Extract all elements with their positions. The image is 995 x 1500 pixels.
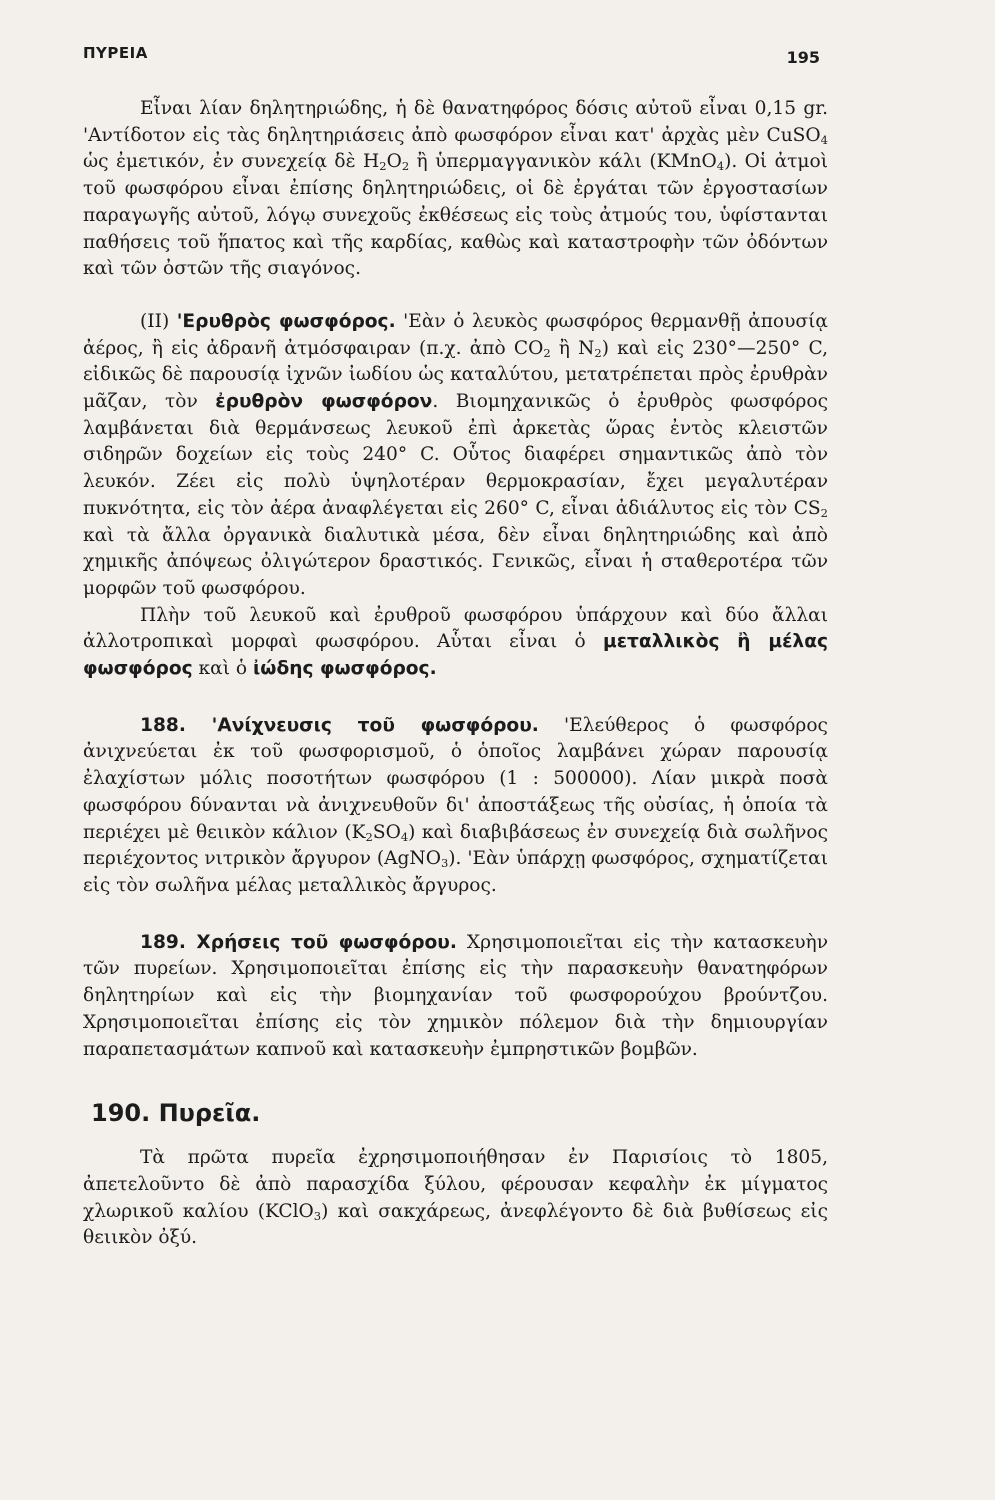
page-number: 195 (786, 48, 820, 67)
violet-phosphorus-term: ἰώδης φωσφόρος. (253, 658, 437, 680)
section-190-heading: 190. Πυρεῖα. (91, 1099, 261, 1128)
running-head: ΠΥΡΕΙΑ (83, 44, 148, 62)
page-body (83, 96, 828, 1252)
paragraph-red-phosphorus: (ΙΙ) 'Ερυθρὸς φωσφόρος. 'Εὰν ὁ λευκὸς φωσφόρος θερμανθῇ ἀπουσίᾳ ἀέρος, ἢ εἰς ἀδρανῆ ἀτμόσφαιραν (π.χ. ἀπὸ $CO_2$ ἢ $N_2$) καὶ εἰς 230°—250° C, εἰδικῶς δὲ παρουσίᾳ ἰχνῶν ἰωδίου ὡς καταλύτου, μετατρέπεται πρὸς ἐρυθρὰν μᾶζαν, τὸν ἐρυθρὸν φωσφόρον. Βιομηχανικῶς ὁ ἐρυθρὸς φωσφόρος λαμβάνεται διὰ θερμάνσεως λευκοῦ ἐπὶ ἀρκετὰς ὥρας ἐντὸς κλειστῶν σιδηρῶν δοχείων εἰς τοὺς 240° C. Οὗτος διαφέρει σημαντικῶς ἀπὸ τὸν λευκόν. Ζέει εἰς πολὺ ὑψηλοτέραν θερμοκρασίαν, ἔχει μεγαλυτέραν πυκνότητα, εἰς τὸν ἀέρα ἀναφλέγεται εἰς 260° C, εἶναι ἀδιάλυτος εἰς τὸν $CS_2$ καὶ τὰ ἄλλα ὀργανικὰ διαλυτικὰ μέσα, δὲν εἶναι δηλητηριώδης καὶ ἀπὸ χημικῆς ἀπόψεως ὀλιγώτερον δραστικός. Γενικῶς, εἶναι ἡ σταθεροτέρα τῶν μορφῶν τοῦ φωσφόρου. (83, 310, 828, 599)
section-189: 189. Χρήσεις τοῦ φωσφόρου. Χρησιμοποιεῖται εἰς τὴν κατασκευὴν τῶν πυρείων. Χρησιμοποιεῖται ἐπίσης εἰς τὴν παρασκευὴν θανατηφόρων δηλητηρίων καὶ εἰς τὴν βιομηχανίαν τοῦ φωσφορούχου βρούντζου. Χρησιμοποιεῖται ἐπίσης εἰς τὸν χημικὸν πόλεμον διὰ τὴν δημιουργίαν παραπετασμάτων καπνοῦ καὶ κατασκευὴν ἐμπρηστικῶν βομβῶν. (83, 931, 828, 1060)
section-190-paragraph: Τὰ πρῶτα πυρεῖα ἐχρησιμοποιήθησαν ἐν Παρισίοις τὸ 1805, ἀπετελοῦντο δὲ ἀπὸ παρασχίδα ξύλου, φέρουσαν κεφαλὴν ἐκ μίγματος χλωρικοῦ καλίου (KClO$_3$) καὶ σακχάρεως, ἀνεφλέγοντο δὲ διὰ βυθίσεως εἰς θειικὸν ὀξύ. (83, 1147, 828, 1249)
section-188: 188. 'Ανίχνευσις τοῦ φωσφόρου. 'Ελεύθερος ὁ φωσφόρος ἀνιχνεύεται ἐκ τοῦ φωσφορισμοῦ, ὁ ὁποῖος λαμβάνει χώραν παρουσίᾳ ἐλαχίστων μόλις ποσοτήτων φωσφόρου (1 : 500000). Λίαν μικρὰ ποσὰ φωσφόρου δύνανται νὰ ἀνιχνευθοῦν δι' ἀποστάξεως τῆς οὐσίας, ἡ ὁποία τὰ περιέχει μὲ θειικὸν κάλιον $(K_2SO_4)$ καὶ διαβιβάσεως ἐν συνεχείᾳ διὰ σωλῆνος περιέχοντος νιτρικὸν ἄργυρον (AgNO$_3$). 'Εὰν ὑπάρχῃ φωσφόρος, σχηματίζεται εἰς τὸν σωλῆνα μέλας μεταλλικὸς ἄργυρος. (83, 714, 829, 896)
paragraph-toxicity: Εἶναι λίαν δηλητηριώδης, ἡ δὲ θανατηφόρος δόσις αὐτοῦ εἶναι 0,15 gr. 'Αντίδοτον εἰς τὰς δηλητηριάσεις ἀπὸ φωσφόρον εἶναι κατ' ἀρχὰς μὲν CuSO$_4$ ὡς ἐμετικόν, ἐν συνεχείᾳ δὲ $H_2O_2$ ἢ ὑπερμαγγανικὸν κάλι (KMnO$_4$). Οἱ ἀτμοὶ τοῦ φωσφόρου εἶναι ἐπίσης δηλητηριώδεις, οἱ δὲ ἐργάται τῶν ἐργοστασίων παραγωγῆς αὐτοῦ, λόγῳ συνεχοῦς ἐκθέσεως εἰς τοὺς ἀτμούς του, ὑφίστανται παθήσεις τοῦ ἥπατος καὶ τῆς καρδίας, καθὼς καὶ καταστροφὴν τῶν ὀδόντων καὶ τῶν ὀστῶν τῆς σιαγόνος. (83, 98, 828, 280)
red-phosphorus-term: ἐρυθρὸν φωσφόρον (215, 391, 433, 413)
red-phosphorus-title: 'Ερυθρὸς φωσφόρος. (176, 310, 396, 332)
paragraph-allotropes: Πλὴν τοῦ λευκοῦ καὶ ἐρυθροῦ φωσφόρου ὑπάρχουν καὶ δύο ἄλλαι ἀλλοτροπικαὶ μορφαὶ φωσφόρου. Αὗται εἶναι ὁ μεταλλικὸς ἢ μέλας φωσφόρος καὶ ὁ ἰώδης φωσφόρος. (83, 604, 828, 680)
section-189-title: 189. Χρήσεις τοῦ φωσφόρου. (140, 931, 457, 953)
section-188-title: 188. 'Ανίχνευσις τοῦ φωσφόρου. (140, 714, 539, 736)
metallic-phosphorus-term: μεταλλικὸς ἢ μέλας φωσφόρος (83, 631, 828, 680)
